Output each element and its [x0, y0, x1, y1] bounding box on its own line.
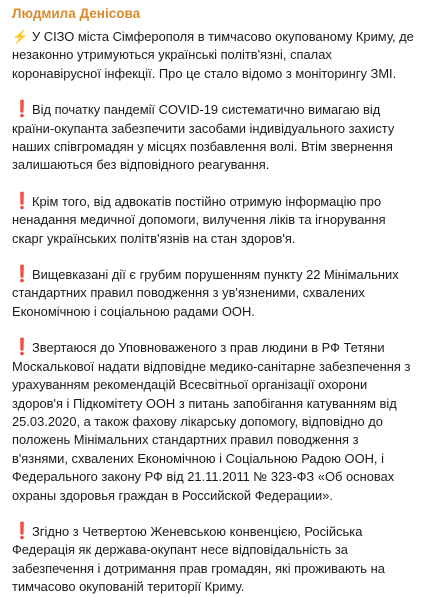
- exclamation-mark-icon: ❗: [12, 266, 32, 284]
- exclamation-mark-icon: ❗: [12, 101, 32, 119]
- high-voltage-icon: ⚡: [12, 29, 29, 44]
- message-paragraph-4: [12, 266, 418, 321]
- exclamation-mark-icon: ❗: [12, 339, 32, 357]
- exclamation-mark-icon: ❗: [12, 192, 32, 210]
- paragraph-text: Від початку пандемії COVID-19 систематично вимагаю від країни-окупанта забезпечити засобами індивідуального захисту наших співгромадян у місцях позбавлення волі. Втім звернення залишаються без відповідного реагування.: [12, 102, 395, 173]
- message-paragraph-2: [12, 101, 418, 175]
- message-paragraph-6: [12, 523, 418, 597]
- message-paragraph-3: [12, 193, 418, 248]
- exclamation-mark-icon: ❗: [12, 522, 32, 540]
- paragraph-text: Звертаюся до Уповноваженого з прав людини в РФ Тетяни Москалькової надати відповідне медико-санітарне забезпечення з урахуванням рекомендацій Всесвітньої організації охорони здоров'я і Підкомітету ООН з питань запобігання катуванням від 25.03.2020, а також фахову лікарську допомогу, відповідно до положень Мінімальних стандартних правил поводження з в'язнями, схвалених Економічною і Соціальною Радою ООН, і Федерального закону РФ від 21.11.2011 № 323-ФЗ «Об основах охраны здоровья граждан в Российской Федерации».: [12, 340, 411, 503]
- message-paragraph-1: [12, 28, 418, 83]
- paragraph-text: У СІЗО міста Сімферополя в тимчасово окупованому Криму, де незаконно утримуються українські політв'язні, спалах коронавірусної інфекції. Про це стало відомо з моніторингу ЗМІ.: [12, 29, 414, 81]
- message-paragraph-5: [12, 339, 418, 505]
- paragraph-text: Згідно з Четвертою Женевською конвенцією, Російська Федерація як держава-окупант несе відповідальність за забезпечення і дотримання прав громадян, які проживають на тимчасово окупованій території Криму.: [12, 523, 385, 595]
- message-author[interactable]: Людмила Денісова: [12, 6, 141, 21]
- paragraph-text: Вищевказані дії є грубим порушенням пункту 22 Мінімальних стандартних правил поводження з ув'язненими, схвалених Економічною і соціальною радами ООН.: [12, 267, 399, 319]
- paragraph-text: Крім того, від адвокатів постійно отримую інформацію про ненадання медичної допомоги, вилучення ліків та ігнорування скарг українських політв'язнів на стан здоров'я.: [12, 193, 386, 246]
